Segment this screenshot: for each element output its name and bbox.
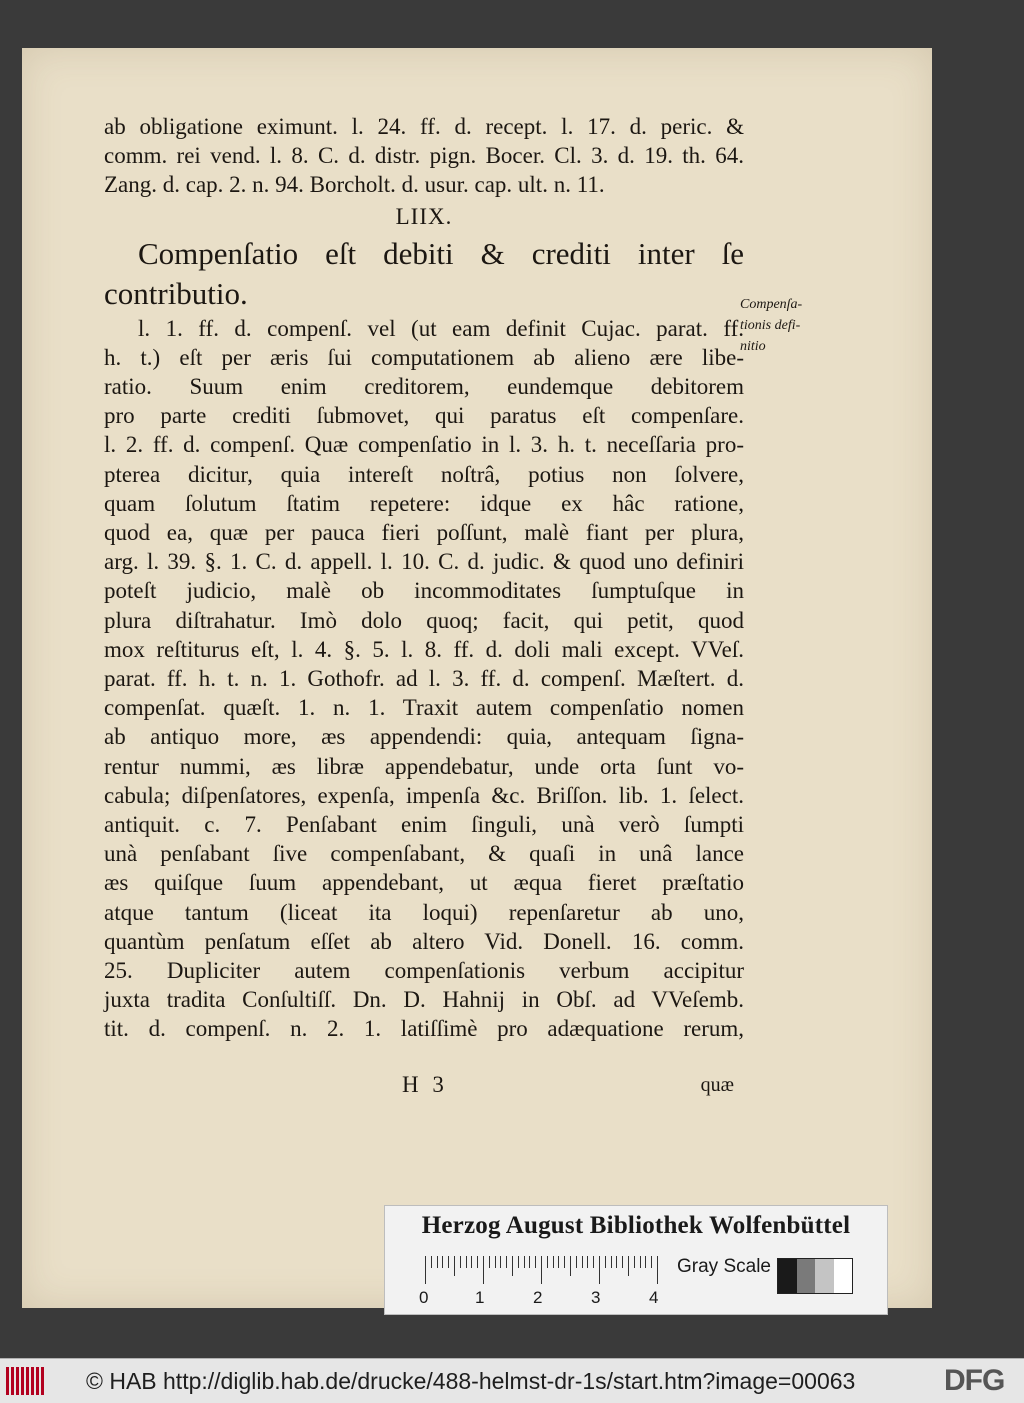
- ruler-tick: [471, 1256, 472, 1268]
- ruler-tick: [564, 1256, 565, 1268]
- ruler-tick: [483, 1256, 484, 1284]
- text-line: pro parte crediti ſubmovet, qui paratus eſt compenſare.: [104, 403, 744, 429]
- ruler-tick: [593, 1256, 594, 1268]
- margin-note-line: tionis defi-: [740, 318, 801, 333]
- copyright-link[interactable]: © HAB http://diglib.hab.de/drucke/488-helmst-dr-1s/start.htm?image=00063: [86, 1368, 856, 1394]
- ruler-tick: [582, 1256, 583, 1268]
- ruler-number: 3: [591, 1288, 601, 1307]
- ruler-tick: [518, 1256, 519, 1268]
- ruler-tick: [442, 1256, 443, 1268]
- text-line: h. t.) eſt per æris ſui computationem ab alieno ære libe-: [104, 344, 744, 370]
- ruler-tick: [651, 1256, 652, 1268]
- ruler-tick: [466, 1256, 467, 1268]
- margin-note-line: Compenſa-: [740, 297, 803, 312]
- ruler-tick: [616, 1256, 617, 1268]
- text-line: plura diſtrahatur. Imò dolo quoq; facit, qui petit, quod: [104, 607, 744, 633]
- ruler-tick: [587, 1256, 588, 1268]
- text-line: quantùm penſatum eſſet ab altero Vid. Donell. 16. comm.: [104, 928, 744, 954]
- text-line: pterea dicitur, quia intereſt noſtrâ, potius non ſolvere,: [104, 461, 744, 487]
- text-line: juxta tradita Conſultiſſ. Dn. D. Hahnij in Obſ. ad VVeſemb.: [104, 987, 744, 1013]
- lead-line: contributio.: [104, 275, 248, 311]
- gray-scale-label: Gray Scale: [677, 1256, 771, 1277]
- ruler-number: 4: [649, 1288, 659, 1307]
- ruler-tick: [500, 1256, 501, 1268]
- text-line: ab antiquo more, æs appendendi: quia, antequam ſigna-: [104, 724, 744, 750]
- ruler-tick: [431, 1256, 432, 1268]
- margin-note-line: nitio: [740, 339, 766, 354]
- ruler-tick: [547, 1256, 548, 1268]
- text-line: poteſt judicio, malè ob incommoditates ſumptuſque in: [104, 578, 744, 604]
- text-line: cabula; diſpenſatores, expenſa, impenſa &c. Briſſon. lib. 1. ſelect.: [104, 782, 744, 808]
- ruler-tick: [622, 1256, 623, 1268]
- ruler-tick: [628, 1256, 629, 1276]
- ruler-tick: [611, 1256, 612, 1268]
- ruler-tick: [477, 1256, 478, 1268]
- ruler-tick: [576, 1256, 577, 1268]
- ruler-tick: [645, 1256, 646, 1268]
- text-line: arg. l. 39. §. 1. C. d. appell. l. 10. C. d. judic. & quod uno definiri: [104, 549, 744, 575]
- page-text-block: [104, 112, 744, 1044]
- text-line: atque tantum (liceat ita loqui) repenſaretur ab uno,: [104, 899, 744, 925]
- text-line: l. 1. ff. d. compenſ. vel (ut eam definit Cujac. parat. ff.: [138, 315, 744, 341]
- ruler-tick: [634, 1256, 635, 1268]
- text-line: unà penſabant ſive compenſabant, & quaſi in unâ lance: [104, 841, 744, 867]
- ruler-tick: [448, 1256, 449, 1268]
- library-name: Herzog August Bibliothek Wolfenbüttel: [421, 1212, 851, 1239]
- ruler-tick: [570, 1256, 571, 1276]
- ruler-tick: [437, 1256, 438, 1268]
- ruler-tick: [460, 1256, 461, 1268]
- ruler-numbers: [419, 1288, 699, 1310]
- gray-swatch: [778, 1259, 797, 1293]
- color-scale-card: [384, 1205, 888, 1315]
- ruler-tick: [640, 1256, 641, 1268]
- text-line: 25. Dupliciter autem compenſationis verbum accipitur: [104, 958, 744, 984]
- ruler-number: 2: [533, 1288, 543, 1307]
- ruler-tick: [553, 1256, 554, 1268]
- ruler-number: 1: [475, 1288, 485, 1307]
- ruler-tick: [454, 1256, 455, 1276]
- text-line: ratio. Suum enim creditorem, eundemque debitorem: [104, 374, 744, 400]
- margin-note: [740, 294, 840, 357]
- ruler-tick: [524, 1256, 525, 1268]
- book-page: [22, 48, 932, 1308]
- ruler-tick: [599, 1256, 600, 1284]
- ruler-tick: [529, 1256, 530, 1268]
- ruler-tick: [657, 1256, 658, 1284]
- ruler-tick: [558, 1256, 559, 1268]
- text-line: quam ſolutum ſtatim repetere: idque ex hâc ratione,: [104, 490, 744, 516]
- gray-swatch: [834, 1259, 853, 1293]
- ruler-tick: [495, 1256, 496, 1268]
- text-line: rentur nummi, æs libræ appendebatur, unde orta ſunt vo-: [104, 753, 744, 779]
- text-line: comm. rei vend. l. 8. C. d. distr. pign. Bocer. Cl. 3. d. 19. th. 64.: [104, 143, 744, 169]
- ruler-number: 0: [419, 1288, 429, 1307]
- ruler-tick: [506, 1256, 507, 1268]
- text-line: quod ea, quæ per pauca fieri poſſunt, malè fiant per plura,: [104, 520, 744, 546]
- ruler-tick: [512, 1256, 513, 1276]
- gray-scale-swatches: [777, 1258, 853, 1294]
- section-heading: LIIX.: [395, 203, 453, 229]
- text-line: æs quiſque ſuum appendebant, ut æqua fieret præſtatio: [104, 870, 744, 896]
- ruler-tick: [605, 1256, 606, 1268]
- gray-swatch: [815, 1259, 834, 1293]
- page-footer: [104, 1068, 744, 1098]
- dfg-logo: DFG: [944, 1364, 1005, 1397]
- text-line: compenſat. quæſt. 1. n. 1. Traxit autem compenſatio nomen: [104, 695, 744, 721]
- ruler-tick: [425, 1256, 426, 1284]
- text-line: Zang. d. cap. 2. n. 94. Borcholt. d. usur. cap. ult. n. 11.: [104, 172, 605, 198]
- ruler: [425, 1256, 675, 1286]
- ruler-tick: [541, 1256, 542, 1284]
- signature-mark: H 3: [402, 1072, 448, 1097]
- catchword: quæ: [700, 1074, 734, 1096]
- ruler-tick: [535, 1256, 536, 1268]
- lead-line: Compenſatio eſt debiti & crediti inter ſe: [138, 235, 744, 271]
- text-line: tit. d. compenſ. n. 2. 1. latiſſimè pro adæquatione rerum,: [104, 1016, 744, 1042]
- text-line: mox reſtiturus eſt, l. 4. §. 5. l. 8. ff. d. doli mali except. VVeſ.: [104, 636, 744, 662]
- hab-logo-icon: [6, 1367, 52, 1395]
- text-line: l. 2. ff. d. compenſ. Quæ compenſatio in l. 3. h. t. neceſſaria pro-: [104, 432, 744, 458]
- text-line: parat. ff. h. t. n. 1. Gothofr. ad l. 3. ff. d. compenſ. Mæſtert. d.: [104, 666, 744, 692]
- gray-swatch: [797, 1259, 816, 1293]
- text-line: antiquit. c. 7. Penſabant enim ſinguli, unà verò ſumpti: [104, 812, 744, 838]
- ruler-tick: [489, 1256, 490, 1268]
- footer-bar: [0, 1358, 1024, 1403]
- text-line: ab obligatione eximunt. l. 24. ff. d. recept. l. 17. d. peric. &: [104, 114, 744, 139]
